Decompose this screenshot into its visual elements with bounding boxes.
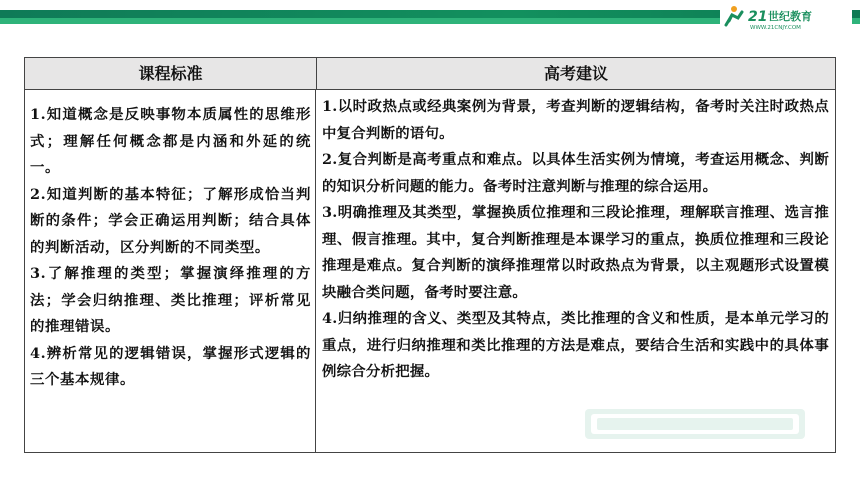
table-header-row — [25, 58, 835, 90]
standard-item-2: 2.知道判断的基本特征；了解形成恰当判断的条件；学会正确运用判断；结合具体的判断活动，区分判断的不同类型。 — [30, 185, 311, 256]
header-course-standard: 课程标准 — [25, 58, 317, 89]
standard-item-4: 4.辨析常见的逻辑错误，掌握形式逻辑的三个基本规律。 — [30, 344, 311, 388]
advice-item-3: 3.明确推理及其类型，掌握换质位推理和三段论推理，理解联言推理、选言推理、假言推理。其中，复合判断推理是本课学习的重点，换质位推理和三段论推理是难点。复合判断的演绎推理常以时政热点为背景，以主观题形式设置模块融合类问题，备考时要注意。 — [322, 204, 829, 301]
standards-table — [24, 57, 836, 453]
svg-text:21: 21 — [748, 9, 768, 25]
advice-item-4: 4.归纳推理的含义、类型及其特点，类比推理的含义和性质，是本单元学习的重点，进行归纳推理和类比推理的方法是难点，要结合生活和实践中的具体事例综合分析把握。 — [322, 310, 829, 380]
advice-item-1: 1.以时政热点或经典案例为背景，考查判断的逻辑结构，备考时关注时政热点中复合判断的语句。 — [322, 98, 829, 142]
site-logo — [720, 0, 852, 34]
header-exam-advice: 高考建议 — [543, 64, 608, 83]
exam-advice-cell — [317, 90, 835, 452]
header-band — [0, 0, 860, 36]
runner-logo-icon — [720, 0, 852, 34]
standard-item-1: 1.知道概念是反映事物本质属性的思维形式；理解任何概念都是内涵和外延的统一。 — [30, 106, 311, 176]
advice-item-2: 2.复合判断是高考重点和难点。以具体生活实例为情境，考查运用概念、判断的知识分析问题的能力。备考时注意判断与推理的综合运用。 — [322, 151, 829, 195]
standard-item-3: 3.了解推理的类型；掌握演绎推理的方法；学会归纳推理、类比推理；评析常见的推理错误。 — [30, 265, 311, 335]
svg-text:世纪教育: 世纪教育 — [768, 10, 812, 23]
svg-text:WWW.21CNJY.COM: WWW.21CNJY.COM — [750, 25, 801, 31]
course-standard-cell — [25, 90, 316, 452]
